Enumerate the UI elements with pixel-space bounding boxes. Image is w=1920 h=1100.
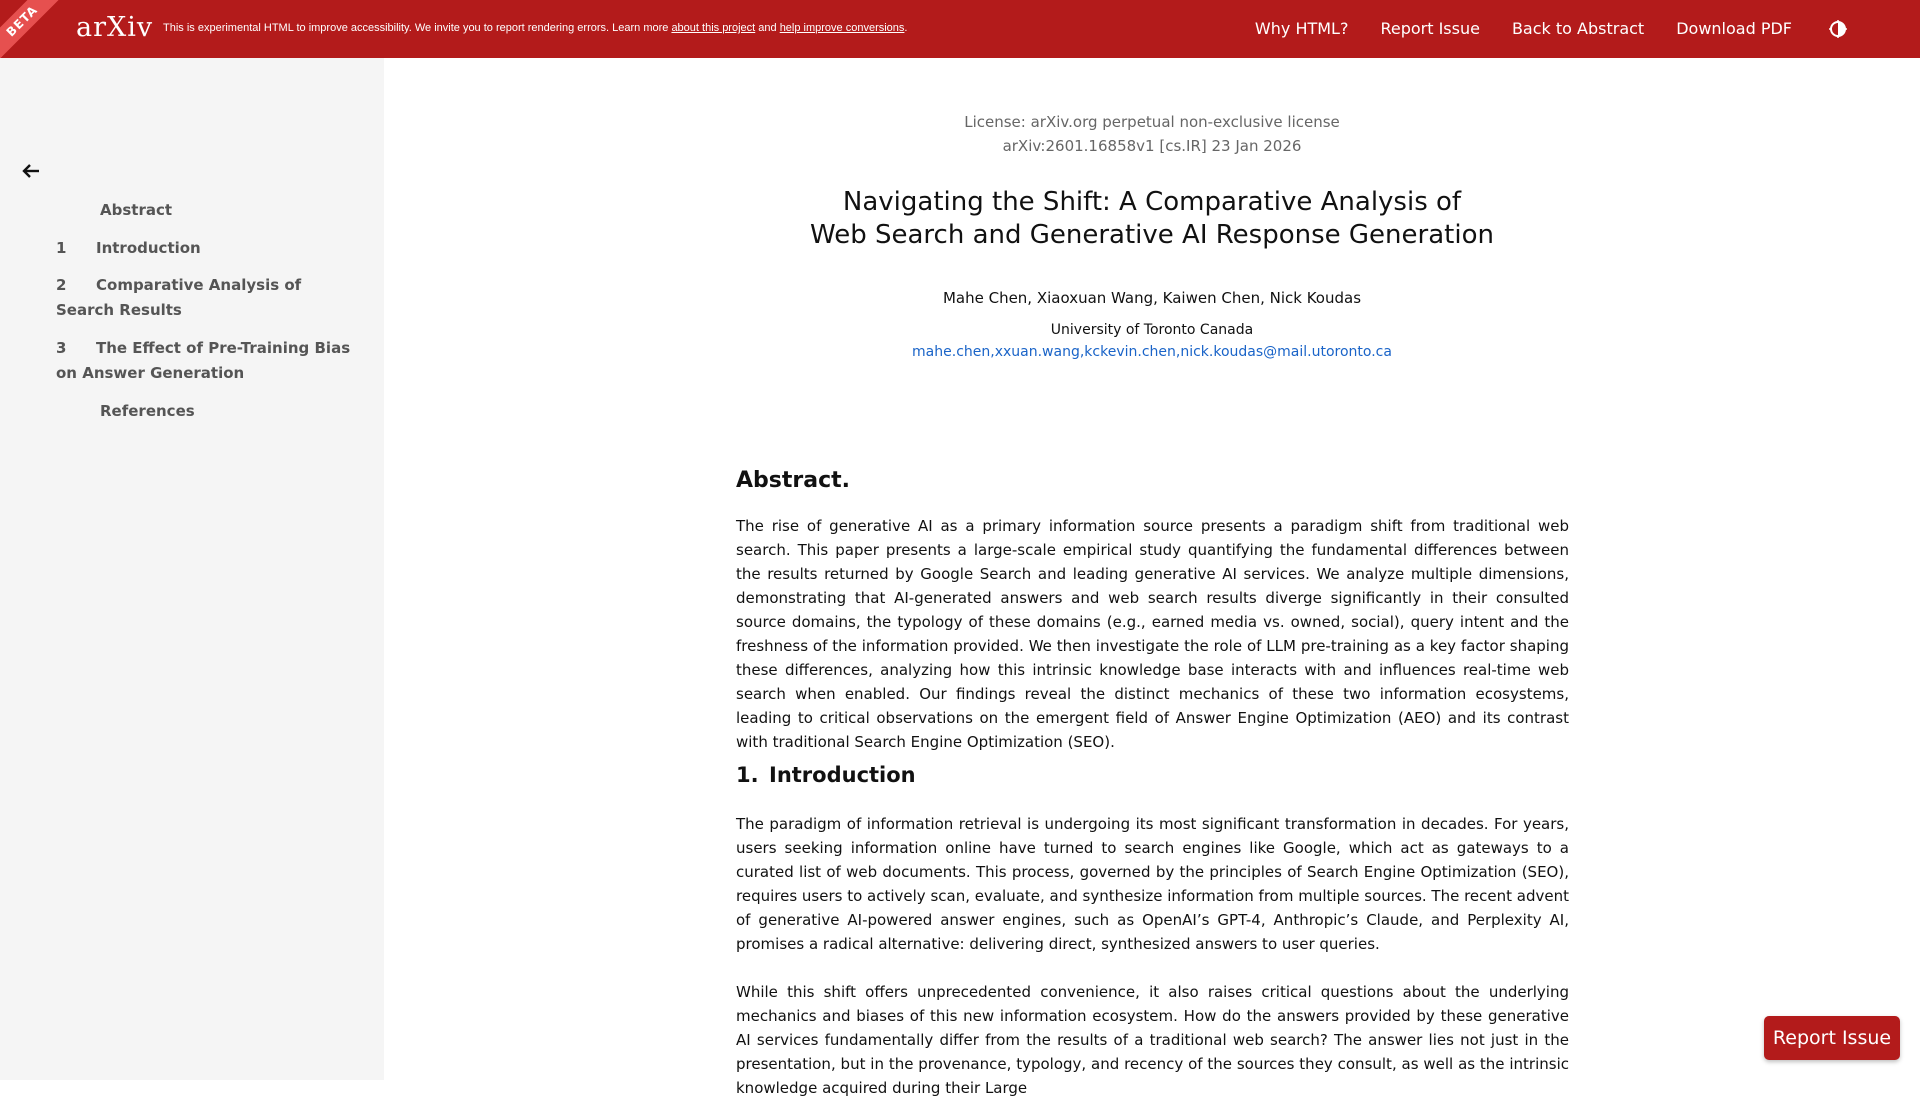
- toc-item-label: Abstract: [100, 201, 173, 219]
- abstract-heading: Abstract.: [736, 468, 850, 493]
- intro-paragraph-1: The paradigm of information retrieval is undergoing its most significant transformation in decades. For years, users seeking information online have turned to search engines like Google, which act as gateways to a curated list of web documents. This process, governed by the principles of Search Engine Optimization (SEO), requires users to actively scan, evaluate, and synthesize information from multiple sources. The recent advent of generative AI-powered answer engines, such as OpenAI’s GPT-4, Anthropic’s Claude, and Perplexity AI, promises a radical alternative: delivering direct, synthesized answers to user queries.: [736, 815, 1569, 953]
- section-number: 1.: [736, 763, 759, 787]
- intro-paragraph-2: While this shift offers unprecedented convenience, it also raises critical questions about the underlying mechanics and biases of this new information ecosystem. How do the answers provided by these generative AI services fundamentally differ from the results of a traditional web search? The answer lies not just in the presentation, but in the provenance, typology, and recency of the sources they consult, as well as the intrinsic knowledge acquired during their Large: [736, 983, 1569, 1097]
- toc-item-pretraining-bias[interactable]: [56, 336, 356, 386]
- toc-item-label: References: [100, 402, 195, 420]
- affiliation: University of Toronto Canada: [1050, 322, 1254, 338]
- introduction-heading: [736, 760, 916, 790]
- help-improve-link[interactable]: help improve conversions: [779, 22, 905, 34]
- toc-item-number: 3: [56, 339, 67, 357]
- abstract-paragraph: The rise of generative AI as a primary information source presents a paradigm shift from traditional web search. This paper presents a large-scale empirical study quantifying the fundamental differences between the results returned by Google Search and leading generative AI services. We analyze multiple dimensions, demonstrating that AI-generated answers and web search results diverge significantly in their consulted source domains, the typology of these domains (e.g., earned media vs. owned, social), query intent and the freshness of the information provided. We then investigate the role of LLM pre-training as a key factor shaping these differences, analyzing how this intrinsic knowledge base interacts with and influences real-time web search when enabled. Our findings reveal the distinct mechanics of these two information ecosystems, leading to critical observations on the emergent field of Answer Engine Optimization (AEO) and its contrast with traditional Search Engine Optimization (SEO).: [736, 517, 1569, 751]
- toc-item-references[interactable]: [56, 399, 356, 424]
- top-banner: [0, 0, 1920, 58]
- author-email-link[interactable]: mahe.chen,xxuan.wang,kckevin.chen,nick.koudas@mail.utoronto.ca: [912, 344, 1392, 360]
- beta-ribbon: BETA: [0, 0, 72, 58]
- top-nav: [1255, 0, 1920, 58]
- download-pdf-link[interactable]: Download PDF: [1676, 19, 1792, 38]
- report-issue-link[interactable]: Report Issue: [1380, 19, 1480, 38]
- title-line-1: Navigating the Shift: A Comparative Analysis of: [842, 187, 1462, 217]
- notice-and: and: [755, 22, 780, 34]
- license-text: License: arXiv.org perpetual non-exclusive license: [964, 113, 1340, 131]
- toc-item-label: The Effect of Pre-Training Bias on Answer Generation: [56, 339, 351, 382]
- floating-report-issue-button[interactable]: Report Issue: [1764, 1016, 1900, 1060]
- toc-item-number: 2: [56, 276, 67, 294]
- notice-end: .: [904, 22, 908, 34]
- section-title: Introduction: [769, 763, 916, 787]
- toc-item-label: Comparative Analysis of Search Results: [56, 276, 302, 319]
- authors: Mahe Chen, Xiaoxuan Wang, Kaiwen Chen, Nick Koudas: [942, 289, 1362, 307]
- toc-item-label: Introduction: [96, 239, 201, 257]
- notice-text: This is experimental HTML to improve accessibility. We invite you to report rendering errors. Learn more: [163, 22, 672, 34]
- why-html-link[interactable]: Why HTML?: [1254, 19, 1349, 38]
- paper-title: [384, 186, 1920, 252]
- toc-item-introduction[interactable]: [56, 236, 356, 261]
- toc-sidebar: [0, 58, 384, 1080]
- experimental-notice: [163, 21, 907, 35]
- title-line-2: Web Search and Generative AI Response Generation: [810, 220, 1494, 250]
- arxiv-logo[interactable]: arXiv: [76, 12, 154, 43]
- back-to-abstract-link[interactable]: Back to Abstract: [1511, 19, 1645, 38]
- about-project-link[interactable]: about this project: [671, 22, 756, 34]
- arxiv-id: arXiv:2601.16858v1 [cs.IR] 23 Jan 2026: [1002, 137, 1302, 155]
- collapse-toc-arrow-icon[interactable]: [20, 160, 42, 182]
- toc-item-comparative-analysis[interactable]: [56, 273, 356, 323]
- theme-toggle-icon[interactable]: [1828, 19, 1848, 39]
- toc-item-abstract[interactable]: [56, 198, 356, 223]
- toc-item-number: 1: [56, 239, 67, 257]
